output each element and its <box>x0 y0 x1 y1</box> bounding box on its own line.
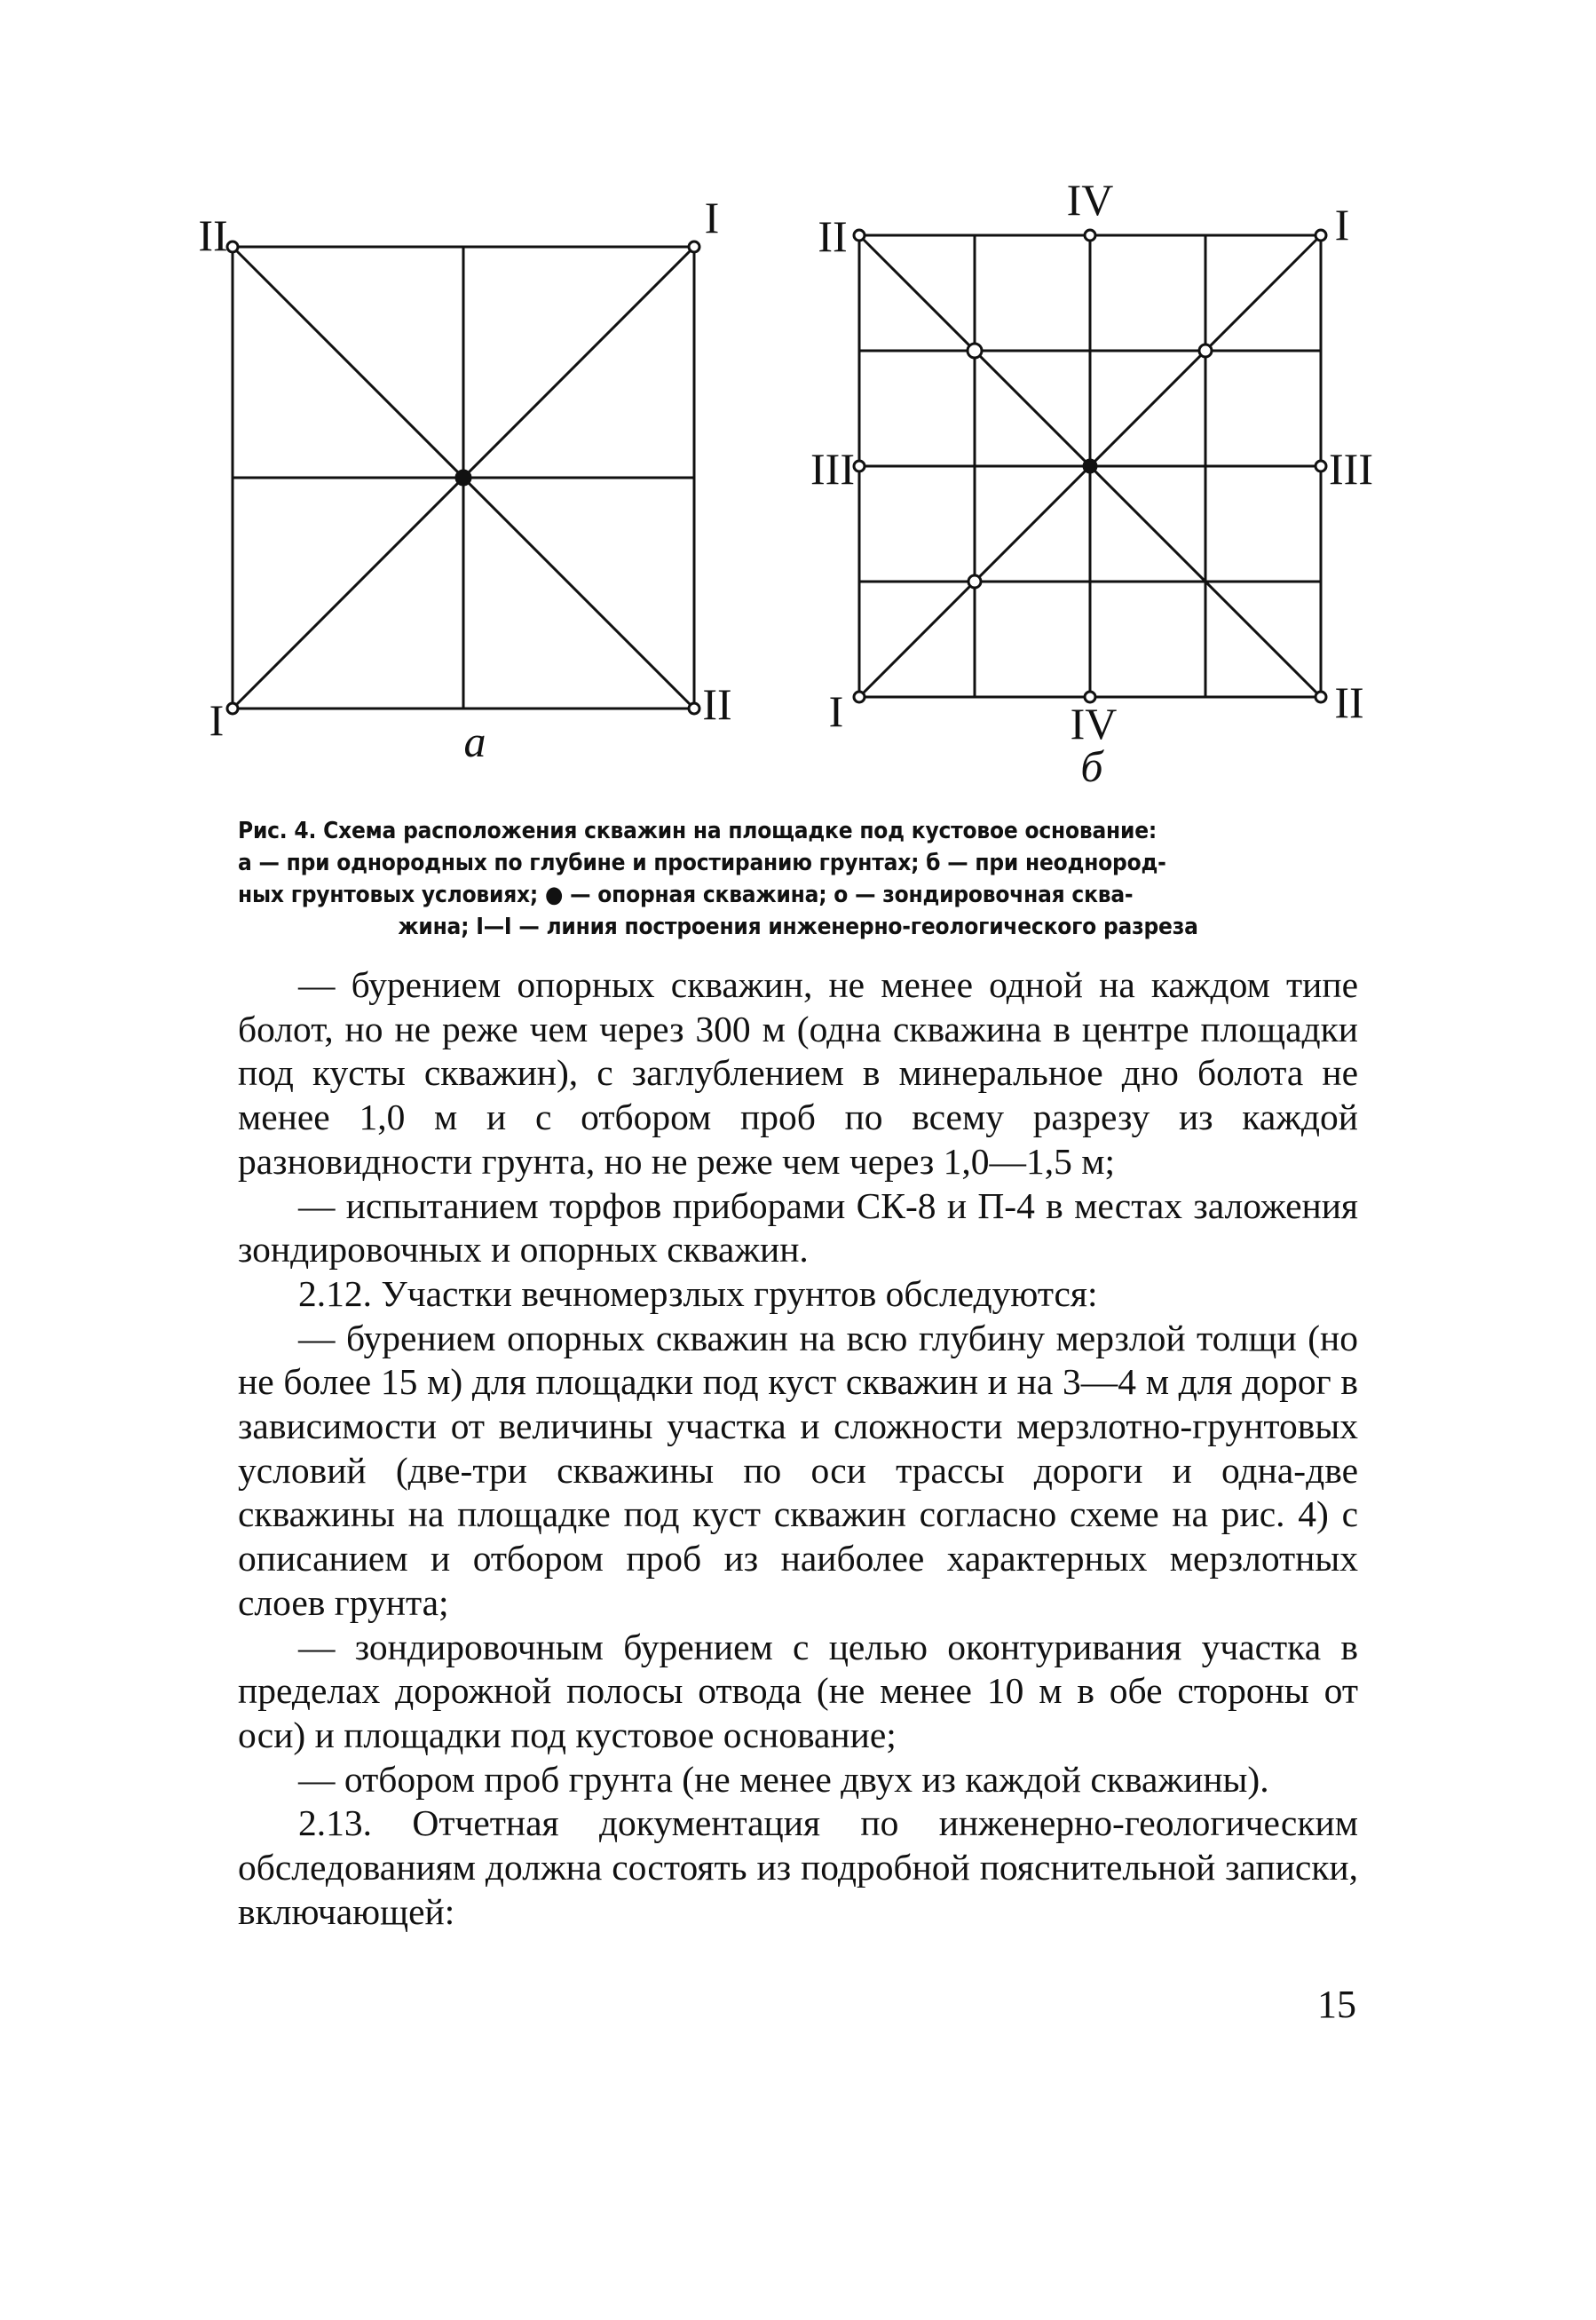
diagram-b-label-top-center: IV <box>1066 175 1114 225</box>
probe-well-marker <box>227 242 238 252</box>
paragraph: — отбором проб грунта (не менее двух из каждой скважины). <box>298 1758 1269 1800</box>
reference-well-marker <box>1084 460 1096 472</box>
caption-line: ных грунтовых условиях; ● — опорная скважина; о — зондировочная сква- <box>238 882 1134 908</box>
diagram-a-label-bottom-right: II <box>702 679 732 729</box>
paragraph: — бурением опорных скважин, не менее одной на каждом типе болот, но не реже чем через 300 м (одна скважина в центре площадки под кусты скважин), с заглублением в минеральное дно болота не менее 1,0 м и с отбором проб по всему разрезу из каждой разновидности грунта, но не реже чем через 1,0—1,5 м; <box>238 964 1358 1182</box>
probe-well-marker <box>854 461 865 471</box>
figure-caption <box>238 815 1358 943</box>
probe-well-marker <box>1085 230 1095 241</box>
diagram-a-label-top-left: II <box>198 210 228 260</box>
figure-4 <box>0 0 1596 799</box>
diagram-b-label-bottom-left: I <box>828 686 844 736</box>
probe-well-marker <box>968 344 982 358</box>
diagram-b-label-top-left: II <box>818 211 848 261</box>
diagram-b-label-middle-left: III <box>810 444 855 494</box>
diagram-b-label-top-right: I <box>1334 200 1350 249</box>
diagram-b-label-bottom-center: IV <box>1070 699 1118 748</box>
paragraph: 2.13. Отчетная документация по инженерно-геологическим обследованиям должна состоять из подробной пояснительной записки, включающей: <box>238 1802 1358 1932</box>
diagram-a-caption-letter: а <box>463 717 486 766</box>
caption-line: а — при однородных по глубине и простиранию грунтах; б — при неоднород- <box>238 850 1166 876</box>
probe-well-marker <box>1316 692 1326 702</box>
paragraph: 2.12. Участки вечномерзлых грунтов обследуются: <box>298 1272 1098 1314</box>
probe-well-marker <box>854 230 865 241</box>
probe-well-marker <box>1316 461 1326 471</box>
paragraph: — бурением опорных скважин на всю глубину мерзлой толщи (но не более 15 м) для площадки под куст скважин и на 3—4 м для дорог в зависимости от величины участка и сложности мерзлотно-грунтовых условий (две-три скважины по оси трассы дороги и одна-две скважины на площадке под куст скважин согласно схеме на рис. 4) с описанием и отбором проб из наиболее характерных мерзлотных слоев грунта; <box>238 1317 1358 1623</box>
paragraph: — зондировочным бурением с целью оконтуривания участка в пределах дорожной полосы отвода (не менее 10 м в обе стороны от оси) и площадки под кустовое основание; <box>238 1626 1358 1755</box>
diagram-b-caption-letter: б <box>1080 741 1103 791</box>
probe-well-marker <box>1316 230 1326 241</box>
body-text <box>238 963 1358 1934</box>
page-number: 15 <box>1317 1983 1356 2026</box>
diagram-b <box>854 230 1326 702</box>
diagram-a-label-bottom-left: I <box>209 695 225 745</box>
caption-line: жина; I—I — линия построения инженерно-геологического разреза <box>398 914 1198 940</box>
probe-well-marker <box>854 692 865 702</box>
probe-well-marker <box>689 242 699 252</box>
probe-well-marker <box>1199 344 1212 357</box>
diagram-a-label-top-right: I <box>704 193 720 242</box>
diagram-b-label-middle-right: III <box>1329 444 1373 494</box>
diagram-a <box>227 242 699 714</box>
probe-well-marker <box>968 575 981 588</box>
paragraph: — испытанием торфов приборами СК-8 и П-4 в местах заложения зондировочных и опорных скважин. <box>238 1184 1358 1271</box>
probe-well-marker <box>227 703 238 714</box>
reference-well-marker <box>456 471 470 485</box>
diagram-b-label-bottom-right: II <box>1334 677 1364 727</box>
caption-line: Рис. 4. Схема расположения скважин на площадке под кустовое основание: <box>238 818 1157 844</box>
probe-well-marker <box>689 703 699 714</box>
